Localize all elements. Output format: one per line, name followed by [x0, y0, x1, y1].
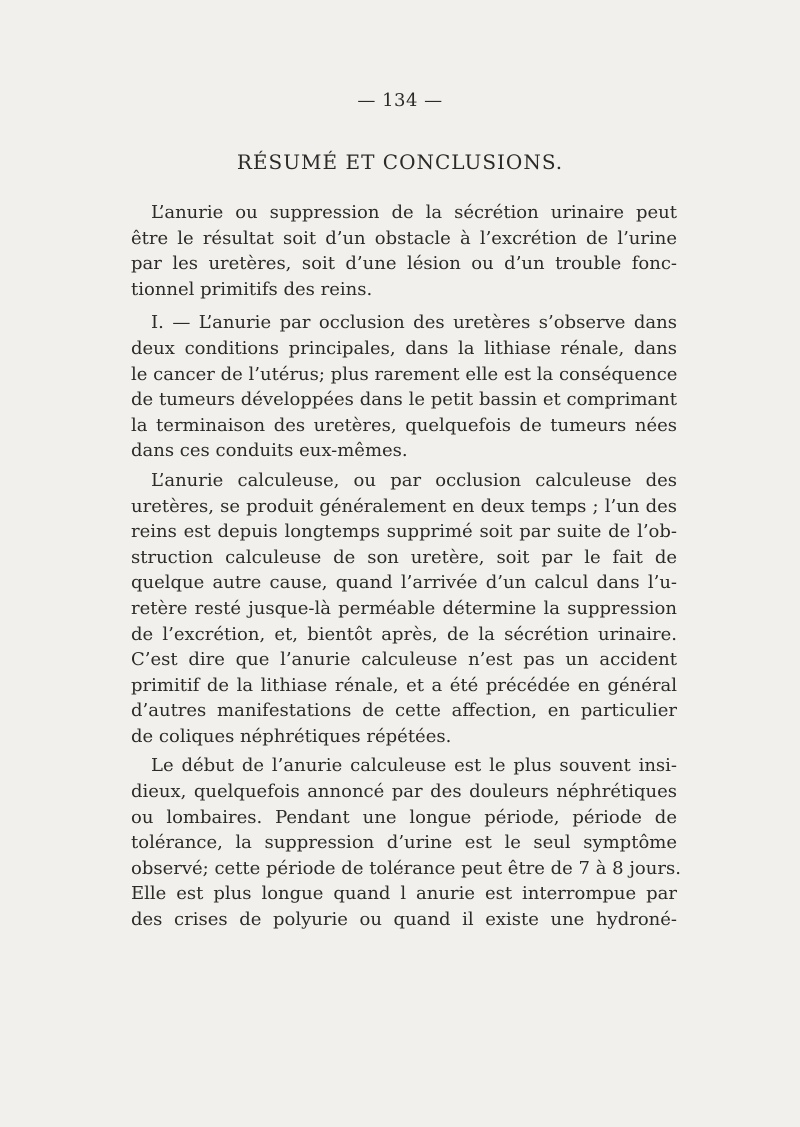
text-line: Le début de l’anurie calculeuse est le plus souvent insi- [151, 755, 677, 777]
text-line: quelque autre cause, quand l’arrivée d’un calcul dans l’u- [131, 572, 677, 594]
text-line: de tumeurs développées dans le petit bassin et comprimant [131, 389, 677, 411]
text-line: la terminaison des uretères, quelquefois de tumeurs nées [131, 414, 677, 436]
text-line: dans ces conduits eux-mêmes. [131, 440, 408, 462]
text-line: le cancer de l’utérus; plus rarement elle est la conséquence [131, 363, 678, 385]
text-line: Elle est plus longue quand l anurie est interrompue par [131, 883, 677, 905]
text-line: uretères, se produit généralement en deux temps ; l’un des [131, 495, 677, 517]
text-line: par les uretères, soit d’une lésion ou d’un trouble fonc- [131, 253, 677, 275]
text-line: retère resté jusque-là perméable détermine la suppression [131, 597, 677, 619]
text-line: I. — L’anurie par occlusion des uretères s’observe dans [151, 312, 677, 334]
text-line: des crises de polyurie ou quand il existe une hydroné- [131, 909, 677, 931]
text-line: dieux, quelquefois annoncé par des douleurs néphrétiques [131, 781, 677, 803]
text-line: reins est depuis longtemps supprimé soit par suite de l’ob- [131, 521, 677, 543]
text-line: de coliques néphrétiques répétées. [131, 725, 452, 747]
body-text [131, 200, 681, 933]
section-title: RÉSUMÉ ET CONCLUSIONS. [236, 150, 564, 174]
text-line: primitif de la lithiase rénale, et a été précédée en général [131, 674, 677, 696]
text-line: L’anurie calculeuse, ou par occlusion calculeuse des [151, 469, 677, 491]
text-line: struction calculeuse de son uretère, soit par le fait de [131, 546, 677, 568]
text-line: observé; cette période de tolérance peut être de 7 à 8 jours. [131, 857, 681, 879]
page-number: — 134 — [357, 90, 443, 111]
text-line: être le résultat soit d’un obstacle à l’excrétion de l’urine [131, 227, 677, 249]
text-line: ou lombaires. Pendant une longue période, période de [131, 806, 677, 828]
text-line: tionnel primitifs des reins. [131, 278, 373, 300]
text-line: deux conditions principales, dans la lithiase rénale, dans [131, 337, 677, 359]
text-line: d’autres manifestations de cette affection, en particulier [131, 700, 677, 722]
text-line: L’anurie ou suppression de la sécrétion urinaire peut [151, 202, 677, 223]
text-line: de l’excrétion, et, bientôt après, de la sécrétion urinaire. [131, 623, 677, 645]
text-line: tolérance, la suppression d’urine est le seul symptôme [131, 832, 677, 854]
text-line: C’est dire que l’anurie calculeuse n’est pas un accident [131, 649, 677, 671]
